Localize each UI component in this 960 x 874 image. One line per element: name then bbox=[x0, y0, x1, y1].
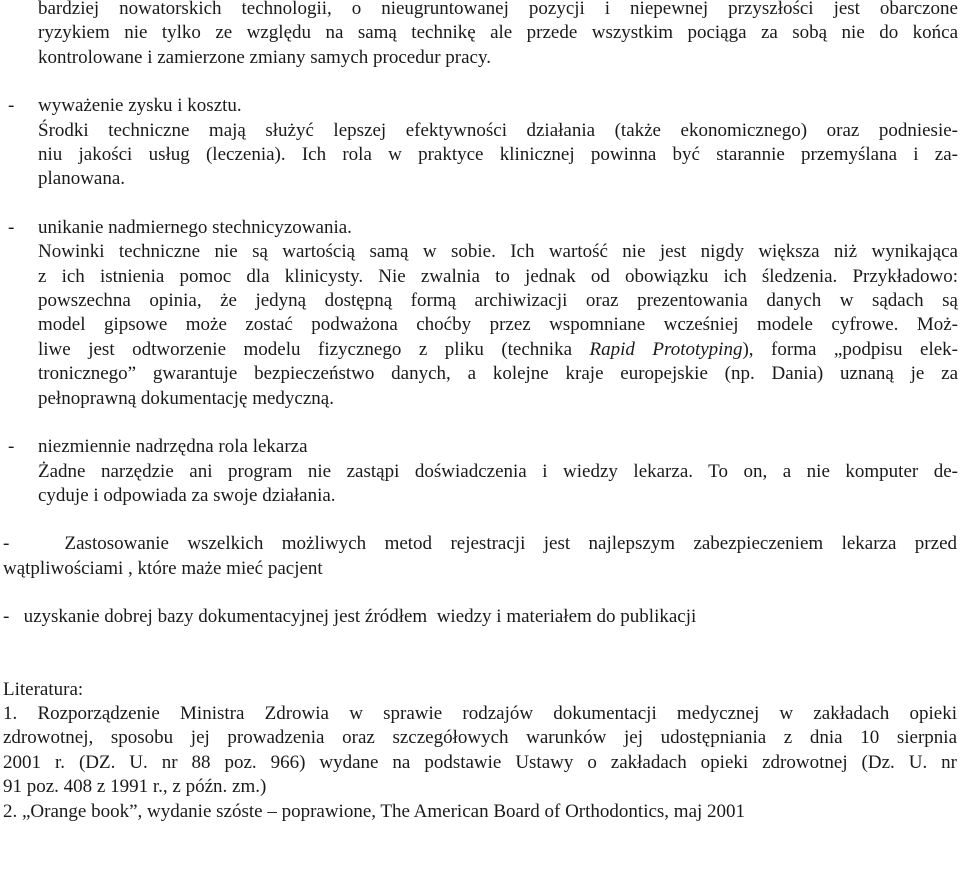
text-line: cyduje i odpowiada za swoje działania. bbox=[38, 484, 336, 506]
text-line: pełnoprawną dokumentację medyczną. bbox=[38, 387, 334, 409]
reference-line: 1. Rozporządzenie Ministra Zdrowia w sprawie rodzajów dokumentacji medycznej w zakładach opieki bbox=[3, 702, 957, 724]
text-line: model gipsowe może zostać podważona choćby przez wspomniane wcześniej modele cyfrowe. Moż- bbox=[38, 314, 958, 336]
text-line: tronicznego” gwarantuje bezpieczeństwo danych, a kolejne kraje europejskie (np. Dania) uznaną je za bbox=[38, 363, 958, 385]
text-line: ryzykiem nie tylko ze względu na samą technikę ale przede wszystkim pociąga za sobą nie do końca bbox=[38, 22, 958, 44]
list-dash: - bbox=[8, 216, 15, 238]
text-line: bardziej nowatorskich technologii, o nieugruntowanej pozycji i niepewnej przyszłości jest obarczone bbox=[38, 0, 958, 19]
text-line: powszechna opinia, że jedyną dostępną formą archiwizacji oraz prezentowania danych w sądach są bbox=[38, 290, 958, 312]
text-line: Środki techniczne mają służyć lepszej efektywności działania (także ekonomicznego) oraz podniesie- bbox=[38, 119, 958, 141]
list-item-doctor-role bbox=[0, 435, 960, 508]
list-item-heading: niezmiennie nadrzędna rola lekarza bbox=[38, 436, 308, 458]
text-line: liwe jest odtworzenie modelu fizycznego z pliku (technika Rapid Prototyping), forma „podpisu elek- bbox=[38, 338, 958, 360]
intro-paragraph bbox=[0, 0, 960, 70]
text-line: niu jakości usług (leczenia). Ich rola w praktyce klinicznej powinna być starannie przemyślana i za- bbox=[38, 144, 958, 166]
reference-line: 2001 r. (DZ. U. nr 88 poz. 966) wydane na podstawie Ustawy o zakładach opieki zdrowotnej (Dz. U. nr bbox=[3, 751, 957, 773]
text-line: planowana. bbox=[38, 168, 126, 190]
list-item-documentation-base bbox=[0, 605, 960, 629]
list-item-balance bbox=[0, 94, 960, 192]
list-dash: - bbox=[8, 436, 15, 458]
literature-section bbox=[0, 678, 960, 824]
text-line: Nowinki techniczne nie są wartością samą w sobie. Ich wartość nie jest nigdy większa niż wynikająca bbox=[38, 241, 958, 263]
list-item-heading: wyważenie zysku i kosztu. bbox=[38, 95, 242, 117]
literature-heading: Literatura: bbox=[3, 678, 84, 700]
list-item-heading: unikanie nadmiernego stechnicyzowania. bbox=[38, 216, 352, 238]
text-line: - uzyskanie dobrej bazy dokumentacyjnej jest źródłem wiedzy i materiałem do publikacji bbox=[3, 606, 697, 628]
text-line: z ich istnienia pomoc dla klinicysty. Nie zwalnia to jednak od obowiązku ich śledzenia. Przykładowo: bbox=[38, 265, 958, 287]
text-line: Żadne narzędzie ani program nie zastąpi doświadczenia i wiedzy lekarza. To on, a nie komputer de- bbox=[38, 460, 958, 482]
text-line: kontrolowane i zamierzone zmiany samych procedur pracy. bbox=[38, 46, 491, 68]
list-dash: - bbox=[8, 95, 15, 117]
reference-line: 2. „Orange book”, wydanie szóste – poprawione, The American Board of Orthodontics, maj 2001 bbox=[3, 800, 746, 822]
emphasis-rapid-prototyping: Rapid Prototyping bbox=[589, 338, 743, 360]
list-item-registration-methods bbox=[0, 532, 960, 581]
text-line: - Zastosowanie wszelkich możliwych metod rejestracji jest najlepszym zabezpieczeniem lekarza przed bbox=[3, 533, 957, 555]
list-item-over-technicization bbox=[0, 216, 960, 411]
text-line: wątpliwościami , które maże mieć pacjent bbox=[3, 557, 323, 579]
reference-line: zdrowotnej, sposobu jej prowadzenia oraz szczegółowych warunków jej udostępniania z dnia 10 sierpnia bbox=[3, 727, 957, 749]
reference-line: 91 poz. 408 z 1991 r., z późn. zm.) bbox=[3, 776, 267, 798]
